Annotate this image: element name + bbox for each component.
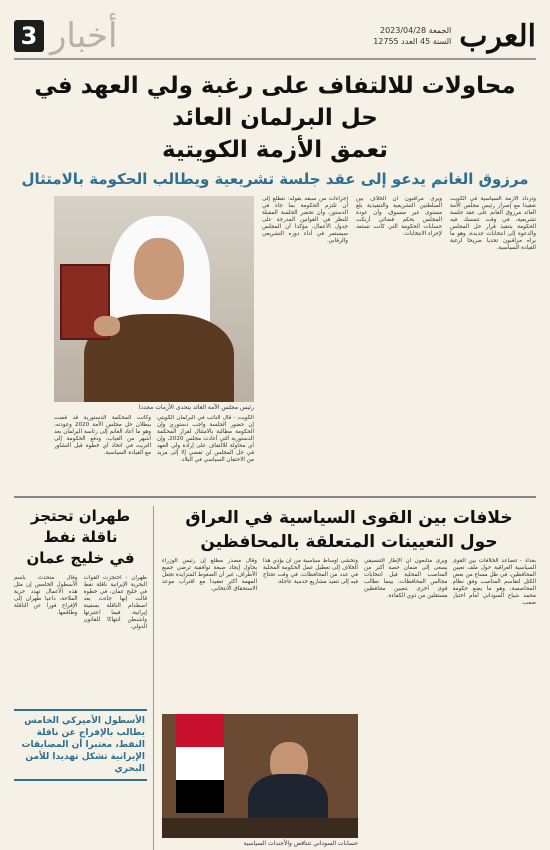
iraq-photo-caption: حسابات السوداني تتناقض والأجندات السياسية [243,840,358,847]
kuwait-bottom-row [54,415,254,485]
iraq-column-2: ويرى متابعون أن الإطار التنسيقي يسعى إلى ضمان حصة أكبر من المناصب المحلية قبل انتخابات مجالس المحافظات، بينما تطالب قوى أخرى بتعيين محافظين مستقلين من ذوي الكفاءة. [364,558,448,599]
iraq-photo-block [162,558,358,850]
iraq-headline-line-2: حول التعيينات المتعلقة بالمحافظين [200,532,498,552]
brand [373,19,536,54]
kuwait-column-2: ويرى مراقبون أن الخلاف بين السلطتين التشريعية والتنفيذية بلغ مستوى غير مسبوق، وأن عودة المجلس بحكم قضائي أربكت حسابات الحكومة التي كانت تستعد لإجراء الانتخابات. [356,196,442,237]
iraq-sub-columns [162,558,358,708]
kuwait-column-1: وتزداد الأزمة السياسية في الكويت تعقيدا مع إصرار رئيس مجلس الأمة العائد مرزوق الغانم على عقد جلسة تشريعية، في وقت تتمسك فيه الحكومة بتنفيذ قرار حل المجلس والدعوة إلى انتخابات جديدة، وهو ما يراه مراقبون تحديا صريحا لرغبة القيادة السياسية. [450,196,536,251]
kuwait-column-3: إجراءات من سبقه بقوله: نتطلع إلى أن تلتزم الحكومة بما جاء في الدستور، وأن تحضر الجلسة المقبلة للنظر في القوانين المدرجة على جدول الأعمال، مؤكدا أن المجلس سيستمر في أداء دوره التشريعي والرقابي. [262,196,348,244]
iraq-story [162,506,536,850]
kuwait-speaker-photo [54,196,254,402]
headline-line-1: محاولات للالتفاف على رغبة ولي العهد في حل البرلمان العائد [34,73,516,131]
issue-line: السنة 45 العدد 12755 [373,37,452,46]
iran-column-1: طهران - احتجزت القوات البحرية الإيرانية ناقلة نفط في خليج عمان، في خطوة قالت إنها جاءت بعد اصطدام الناقلة بسفينة إيرانية، فيما اعتبرتها واشنطن انتهاكا للقانون الدولي. [83,575,147,630]
headline-line-2: تعمق الأزمة الكويتية [162,137,388,163]
iran-story [14,506,154,850]
iraq-pm-photo [162,714,358,838]
iran-headline-line-2: في خليج عمان [26,549,135,567]
section-tag [14,16,118,56]
kuwait-column-5: وكانت المحكمة الدستورية قد قضت ببطلان حل مجلس الأمة 2020 وعودته، وهو ما أعاد الغانم إلى رئاسة البرلمان بعد أشهر من الغياب، ودفع الحكومة إلى التريث في اتخاذ أي خطوة قبل التشاور مع القيادة السياسية. [54,415,151,456]
main-headline [14,70,536,166]
iraq-body [162,558,536,850]
iran-headline [14,506,147,569]
newspaper-logo: العرب [459,18,536,54]
main-subheadline: مرزوق الغانم يدعو إلى عقد جلسة تشريعية ويطالب الحكومة بالامتثال [21,170,529,188]
kuwait-column-4: الكويت - قال النائب في البرلمان الكويتي إن حضور الجلسة واجب دستوري وإن الحكومة مطالبة بالامتثال لقرار المحكمة الدستورية التي أعادت مجلس 2020، وإن أي محاولة للالتفاف على إرادة ولي العهد في حل المجلس لن تفضي إلا إلى مزيد من الاحتقان السياسي في البلاد. [157,415,254,463]
iraq-headline [162,506,536,554]
kuwait-photo-caption: رئيس مجلس الأمة العائد يتحدى الأزمات مجددا [138,404,254,411]
kuwait-photo-block [54,196,254,490]
bottom-section [14,506,536,850]
iraq-headline-line-1: خلافات بين القوى السياسية في العراق [185,508,513,528]
iraqi-flag [176,714,224,814]
kuwait-story [14,196,536,498]
iran-columns [14,575,147,705]
masthead [14,14,536,60]
issue-info [373,25,451,47]
page-number: 3 [14,20,44,52]
iraq-columns [364,558,536,850]
iran-column-2: وقال متحدث باسم الأسطول الخامس إن مثل هذه الأعمال تهدد حرية الملاحة، داعيا طهران إلى الإفراج فورا عن الناقلة وطاقمها. [14,575,78,616]
iraq-column-4: وقال مصدر مطلع إن رئيس الوزراء يحاول إيجاد صيغة توافقية ترضي جميع الأطراف، غير أن الضغوط المتزايدة تجعل المهمة أكثر تعقيدا مع اقتراب موعد الاستحقاق الانتخابي. [162,558,257,592]
iraq-column-3: وتخشى أوساط سياسية من أن يؤدي هذا الخلاف إلى تعطيل عمل الحكومة المحلية في عدد من المحافظات، في وقت تحتاج فيه إلى تنفيذ مشاريع خدمية عاجلة. [263,558,358,585]
date-line: الجمعة 2023/04/28 [380,26,452,35]
iran-headline-line-1: طهران تحتجز ناقلة نفط [30,507,131,546]
section-name: أخبار [50,16,118,56]
iran-pull-quote: الأسطول الأميركي الخامس يطالب بالإفراج عن ناقلة النفط، معتبرا أن المضايقات الإيرانية تشكل تهديدا للأمن البحري [14,709,147,781]
iraq-column-1: بغداد - تتصاعد الخلافات بين القوى السياسية العراقية حول ملف تعيين المحافظين، في ظل مساع من بعض الكتل لتقاسم المناصب وفق نظام المحاصصة، وهو ما يضع حكومة محمد شياع السوداني أمام اختبار صعب. [452,558,536,606]
